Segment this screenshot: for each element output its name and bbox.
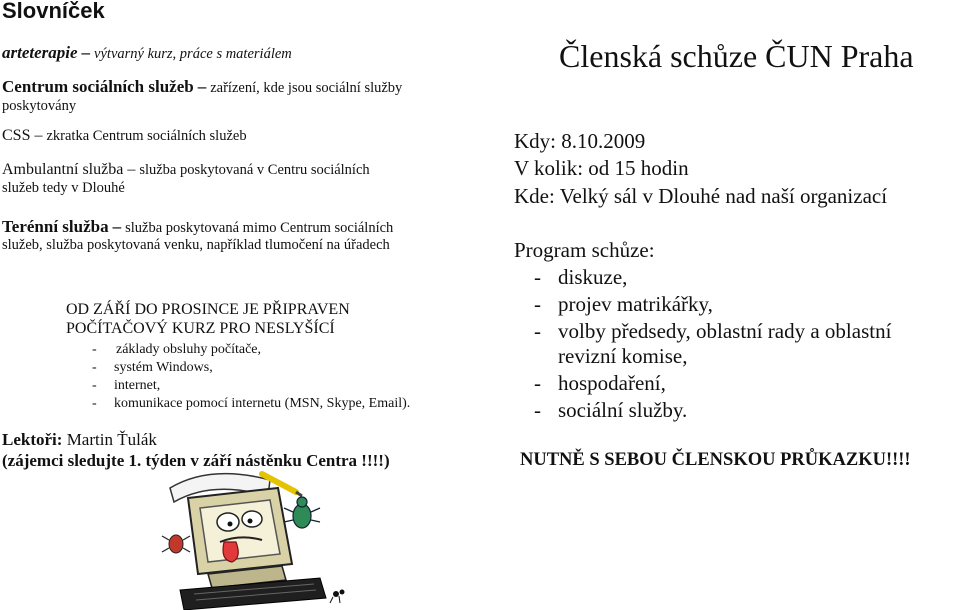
- meeting-date: Kdy: 8.10.2009: [514, 129, 646, 153]
- course-heading-line2: POČÍTAČOVÝ KURZ PRO NESLYŠÍCÍ: [66, 320, 335, 337]
- meeting-time: V kolik: od 15 hodin: [514, 156, 689, 180]
- glossary-entry: Terénní služba – služba poskytovaná mimo Centrum sociálních: [2, 217, 394, 236]
- glossary-def-continuation: služeb tedy v Dlouhé: [2, 180, 125, 196]
- program-item: - hospodaření,: [534, 371, 666, 395]
- course-list-item: - komunikace pomocí internetu (MSN, Skype, Email).: [92, 396, 411, 411]
- glossary-title: Slovníček: [2, 0, 105, 23]
- program-item: - diskuze,: [534, 265, 628, 289]
- glossary-entry: Centrum sociálních služeb – zařízení, kde jsou sociální služby: [2, 77, 403, 96]
- lecturer-note: (zájemci sledujte 1. týden v září nástěnku Centra !!!!): [2, 451, 390, 470]
- course-list-item: - internet,: [92, 378, 161, 393]
- right-panel: [480, 0, 960, 610]
- glossary-def-continuation: služeb, služba poskytovaná venku, například tlumočení na úřadech: [2, 237, 390, 253]
- glossary-entry: arteterapie – výtvarný kurz, práce s materiálem: [2, 43, 292, 62]
- course-list-item: - základy obsluhy počítače,: [92, 342, 262, 357]
- course-list-item: - systém Windows,: [92, 360, 213, 375]
- meeting-place: Kde: Velký sál v Dlouhé nad naší organizací: [514, 184, 888, 208]
- course-heading-line1: OD ZÁŘÍ DO PROSINCE JE PŘIPRAVEN: [66, 301, 350, 318]
- notice-bring-card: NUTNĚ S SEBOU ČLENSKOU PRŮKAZKU!!!!: [520, 450, 911, 470]
- program-item-continuation: revizní komise,: [558, 344, 688, 368]
- program-item: - volby předsedy, oblastní rady a oblastní: [534, 319, 892, 343]
- program-item: - sociální služby.: [534, 398, 688, 422]
- meeting-title: Členská schůze ČUN Praha: [559, 38, 914, 74]
- glossary-entry: CSS – zkratka Centrum sociálních služeb: [2, 127, 247, 144]
- glossary-entry: Ambulantní služba – služba poskytovaná v Centru sociálních: [2, 161, 370, 178]
- lecturer-line: Lektoři: Martin Ťulák: [2, 430, 157, 449]
- program-label: Program schůze:: [514, 238, 655, 262]
- computer-clipart-image: [150, 470, 350, 610]
- glossary-def-continuation: poskytovány: [2, 98, 77, 114]
- program-item: - projev matrikářky,: [534, 292, 713, 316]
